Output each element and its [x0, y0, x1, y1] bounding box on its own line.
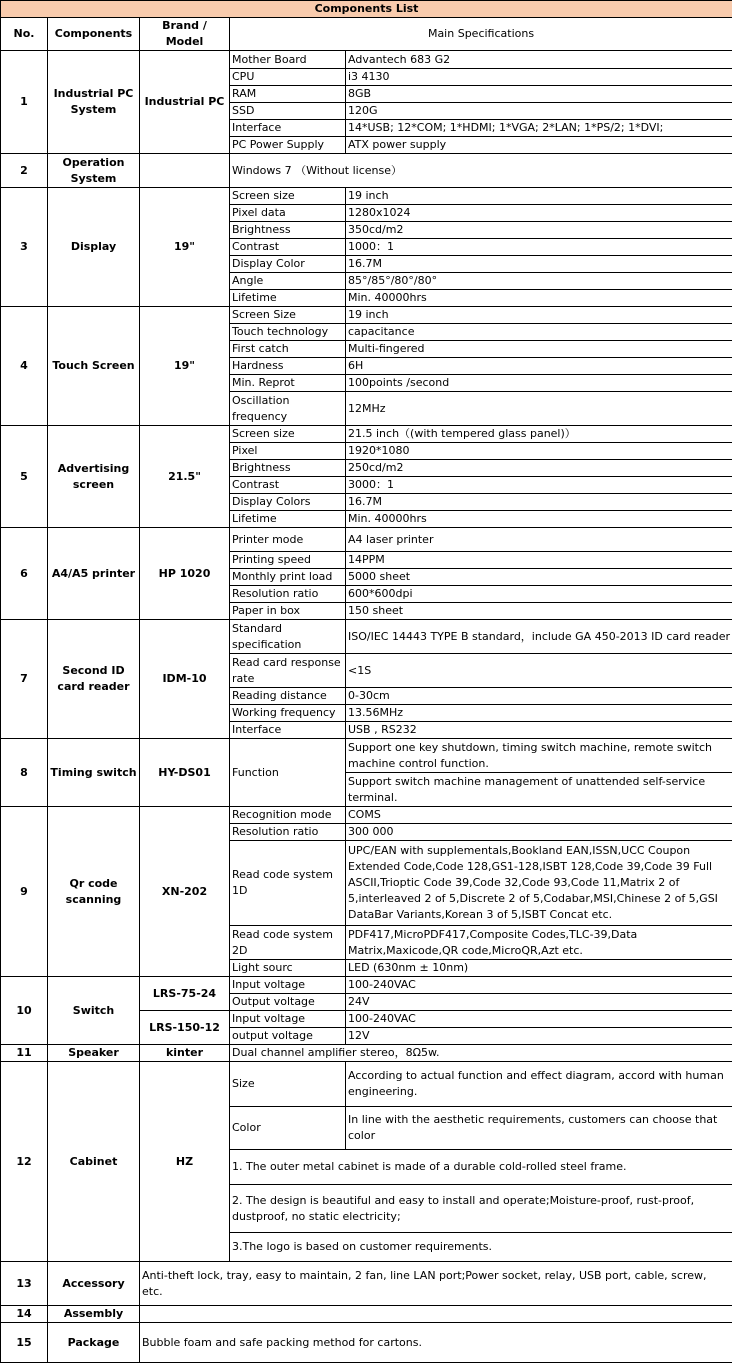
spec-label: PC Power Supply — [230, 137, 346, 154]
spec-label: Screen size — [230, 426, 346, 443]
spec-label: First catch — [230, 341, 346, 358]
spec-label: Standard specification — [230, 620, 346, 654]
header-components: Components — [48, 18, 140, 51]
component-name: Cabinet — [48, 1062, 140, 1262]
spec-label: Min. Reprot — [230, 375, 346, 392]
spec-label: Input voltage — [230, 977, 346, 994]
brand-model: HP 1020 — [140, 528, 230, 620]
spec-label: Recognition mode — [230, 807, 346, 824]
header-main-specifications: Main Specifications — [230, 18, 732, 51]
component-name: Second ID card reader — [48, 620, 140, 739]
spec-value: A4 laser printer — [346, 528, 732, 552]
component-name: Touch Screen — [48, 307, 140, 426]
spec-label: Lifetime — [230, 511, 346, 528]
brand-model: XN-202 — [140, 807, 230, 977]
table-row — [1, 154, 732, 188]
brand-model: LRS-75-24 — [140, 977, 230, 1011]
spec-label: Hardness — [230, 358, 346, 375]
spec-value: 600*600dpi — [346, 586, 732, 603]
component-name: Assembly — [48, 1306, 140, 1323]
spec-value: 1000：1 — [346, 239, 732, 256]
spec-note — [140, 1306, 732, 1323]
row-number: 11 — [1, 1045, 48, 1062]
spec-value: 13.56MHz — [346, 705, 732, 722]
spec-value: 150 sheet — [346, 603, 732, 620]
spec-value: ATX power supply — [346, 137, 732, 154]
spec-value: COMS — [346, 807, 732, 824]
spec-note: Windows 7 （Without license） — [230, 154, 732, 188]
row-number: 9 — [1, 807, 48, 977]
spec-label: Light sourc — [230, 960, 346, 977]
table-row — [1, 977, 732, 994]
table-row — [1, 307, 732, 324]
table-row — [1, 739, 732, 773]
component-name: Switch — [48, 977, 140, 1045]
spec-value: 24V — [346, 994, 732, 1011]
spec-value: 16.7M — [346, 256, 732, 273]
spec-value: 6H — [346, 358, 732, 375]
spec-value: 1920*1080 — [346, 443, 732, 460]
spec-value: 1280x1024 — [346, 205, 732, 222]
brand-model: kinter — [140, 1045, 230, 1062]
table-row — [1, 1045, 732, 1062]
brand-model — [140, 154, 230, 188]
spec-value: LED (630nm ± 10nm) — [346, 960, 732, 977]
component-name: Qr code scanning — [48, 807, 140, 977]
row-number: 4 — [1, 307, 48, 426]
component-name: Industrial PC System — [48, 51, 140, 154]
row-number: 7 — [1, 620, 48, 739]
table-row — [1, 51, 732, 69]
spec-label: Lifetime — [230, 290, 346, 307]
row-number: 8 — [1, 739, 48, 807]
component-name: A4/A5 printer — [48, 528, 140, 620]
spec-label: Angle — [230, 273, 346, 290]
spec-label: Mother Board — [230, 51, 346, 69]
table-row — [1, 1306, 732, 1323]
row-number: 10 — [1, 977, 48, 1045]
spec-value: 100-240VAC — [346, 977, 732, 994]
component-name: Package — [48, 1323, 140, 1363]
brand-model: LRS-150-12 — [140, 1011, 230, 1045]
spec-label: Oscillation frequency — [230, 392, 346, 426]
spec-value: 8GB — [346, 86, 732, 103]
component-name: Display — [48, 188, 140, 307]
spec-value: Advantech 683 G2 — [346, 51, 732, 69]
spec-value: Support one key shutdown, timing switch machine, remote switch machine control function. — [346, 739, 732, 773]
brand-model: Industrial PC — [140, 51, 230, 154]
spec-value: i3 4130 — [346, 69, 732, 86]
spec-value: UPC/EAN with supplementals,Bookland EAN,ISSN,UCC Coupon Extended Code,Code 128,GS1-128,ISBT 128,Code 39,Code 39 Full ASCII,Trioptic Code 39,Code 32,Code 93,Code 11,Matrix 2 of 5,interleaved 2 of 5,Discrete 2 of 5,Codabar,MSI,Chinese 2 of 5,GSI DataBar Variants,Korean 3 of 5,ISBT Concat etc. — [346, 841, 732, 926]
spec-value: 120G — [346, 103, 732, 120]
spec-value: Min. 40000hrs — [346, 511, 732, 528]
spec-label: Function — [230, 739, 346, 807]
spec-label: Resolution ratio — [230, 824, 346, 841]
spec-value: 19 inch — [346, 188, 732, 205]
component-name: Operation System — [48, 154, 140, 188]
spec-note: 2. The design is beautiful and easy to install and operate;Moisture-proof, rust-proof, dustproof, no static electricity; — [230, 1185, 732, 1233]
spec-value: 14PPM — [346, 552, 732, 569]
spec-value: 19 inch — [346, 307, 732, 324]
spec-label: Color — [230, 1107, 346, 1150]
spec-value: 300 000 — [346, 824, 732, 841]
component-name: Speaker — [48, 1045, 140, 1062]
spec-value: 85°/85°/80°/80° — [346, 273, 732, 290]
spec-value: ISO/IEC 14443 TYPE B standard，include GA 450-2013 ID card reader — [346, 620, 732, 654]
spec-value: According to actual function and effect diagram, accord with human engineering. — [346, 1062, 732, 1107]
spec-label: Printing speed — [230, 552, 346, 569]
spec-label: Resolution ratio — [230, 586, 346, 603]
spec-label: Display Colors — [230, 494, 346, 511]
row-number: 3 — [1, 188, 48, 307]
spec-label: Monthly print load — [230, 569, 346, 586]
brand-model: 21.5" — [140, 426, 230, 528]
brand-model: IDM-10 — [140, 620, 230, 739]
spec-label: Contrast — [230, 477, 346, 494]
row-number: 13 — [1, 1262, 48, 1306]
spec-value: Support switch machine management of unattended self-service terminal. — [346, 773, 732, 807]
spec-value: <1S — [346, 654, 732, 688]
brand-model: 19" — [140, 188, 230, 307]
row-number: 2 — [1, 154, 48, 188]
spec-value: Multi-fingered — [346, 341, 732, 358]
spec-label: Brightness — [230, 460, 346, 477]
spec-label: Read code system 1D — [230, 841, 346, 926]
table-row — [1, 188, 732, 205]
spec-value: 3000：1 — [346, 477, 732, 494]
spec-note: 3.The logo is based on customer requirements. — [230, 1233, 732, 1262]
table-title: Components List — [1, 1, 732, 18]
spec-note: Bubble foam and safe packing method for cartons. — [140, 1323, 732, 1363]
spec-value: 14*USB; 12*COM; 1*HDMI; 1*VGA; 2*LAN; 1*PS/2; 1*DVI; — [346, 120, 732, 137]
table-row — [1, 620, 732, 654]
row-number: 6 — [1, 528, 48, 620]
row-number: 14 — [1, 1306, 48, 1323]
spec-note: Anti-theft lock, tray, easy to maintain, 2 fan, line LAN port;Power socket, relay, USB port, cable, screw, etc. — [140, 1262, 732, 1306]
spec-value: 0-30cm — [346, 688, 732, 705]
spec-note: 1. The outer metal cabinet is made of a durable cold-rolled steel frame. — [230, 1150, 732, 1185]
spec-value: 12V — [346, 1028, 732, 1045]
spec-label: SSD — [230, 103, 346, 120]
spec-label: Touch technology — [230, 324, 346, 341]
row-number: 15 — [1, 1323, 48, 1363]
spec-value: 100-240VAC — [346, 1011, 732, 1028]
spec-label: Pixel — [230, 443, 346, 460]
spec-label: Screen Size — [230, 307, 346, 324]
spec-label: Paper in box — [230, 603, 346, 620]
table-row — [1, 1262, 732, 1306]
spec-value: PDF417,MicroPDF417,Composite Codes,TLC-39,Data Matrix,Maxicode,QR code,MicroQR,Azt etc. — [346, 926, 732, 960]
brand-model: 19" — [140, 307, 230, 426]
table-row — [1, 426, 732, 443]
component-name: Advertising screen — [48, 426, 140, 528]
spec-label: Display Color — [230, 256, 346, 273]
spec-value: 21.5 inch（(with tempered glass panel)） — [346, 426, 732, 443]
spec-value: 100points /second — [346, 375, 732, 392]
table-row — [1, 807, 732, 824]
spec-label: Screen size — [230, 188, 346, 205]
spec-label: Size — [230, 1062, 346, 1107]
spec-label: Interface — [230, 120, 346, 137]
spec-value: 5000 sheet — [346, 569, 732, 586]
spec-value: USB , RS232 — [346, 722, 732, 739]
spec-value: Min. 40000hrs — [346, 290, 732, 307]
spec-label: Brightness — [230, 222, 346, 239]
spec-label: Pixel data — [230, 205, 346, 222]
spec-label: Read code system 2D — [230, 926, 346, 960]
spec-label: Interface — [230, 722, 346, 739]
brand-model: HY-DS01 — [140, 739, 230, 807]
spec-label: Read card response rate — [230, 654, 346, 688]
spec-label: Input voltage — [230, 1011, 346, 1028]
spec-value: 16.7M — [346, 494, 732, 511]
spec-label: CPU — [230, 69, 346, 86]
spec-value: capacitance — [346, 324, 732, 341]
component-name: Accessory — [48, 1262, 140, 1306]
table-row — [1, 528, 732, 552]
spec-label: Output voltage — [230, 994, 346, 1011]
spec-label: Printer mode — [230, 528, 346, 552]
spec-label: Reading distance — [230, 688, 346, 705]
spec-label: Contrast — [230, 239, 346, 256]
spec-label: output voltage — [230, 1028, 346, 1045]
spec-label: RAM — [230, 86, 346, 103]
row-number: 1 — [1, 51, 48, 154]
component-name: Timing switch — [48, 739, 140, 807]
spec-label: Working frequency — [230, 705, 346, 722]
table-row — [1, 1323, 732, 1363]
spec-note: Dual channel amplifier stereo，8Ω5w. — [230, 1045, 732, 1062]
spec-value: 350cd/m2 — [346, 222, 732, 239]
header-no: No. — [1, 18, 48, 51]
brand-model: HZ — [140, 1062, 230, 1262]
header-brand-model: Brand / Model — [140, 18, 230, 51]
table-row — [1, 1062, 732, 1107]
row-number: 5 — [1, 426, 48, 528]
spec-value: 12MHz — [346, 392, 732, 426]
spec-value: 250cd/m2 — [346, 460, 732, 477]
row-number: 12 — [1, 1062, 48, 1262]
spec-value: In line with the aesthetic requirements, customers can choose that color — [346, 1107, 732, 1150]
